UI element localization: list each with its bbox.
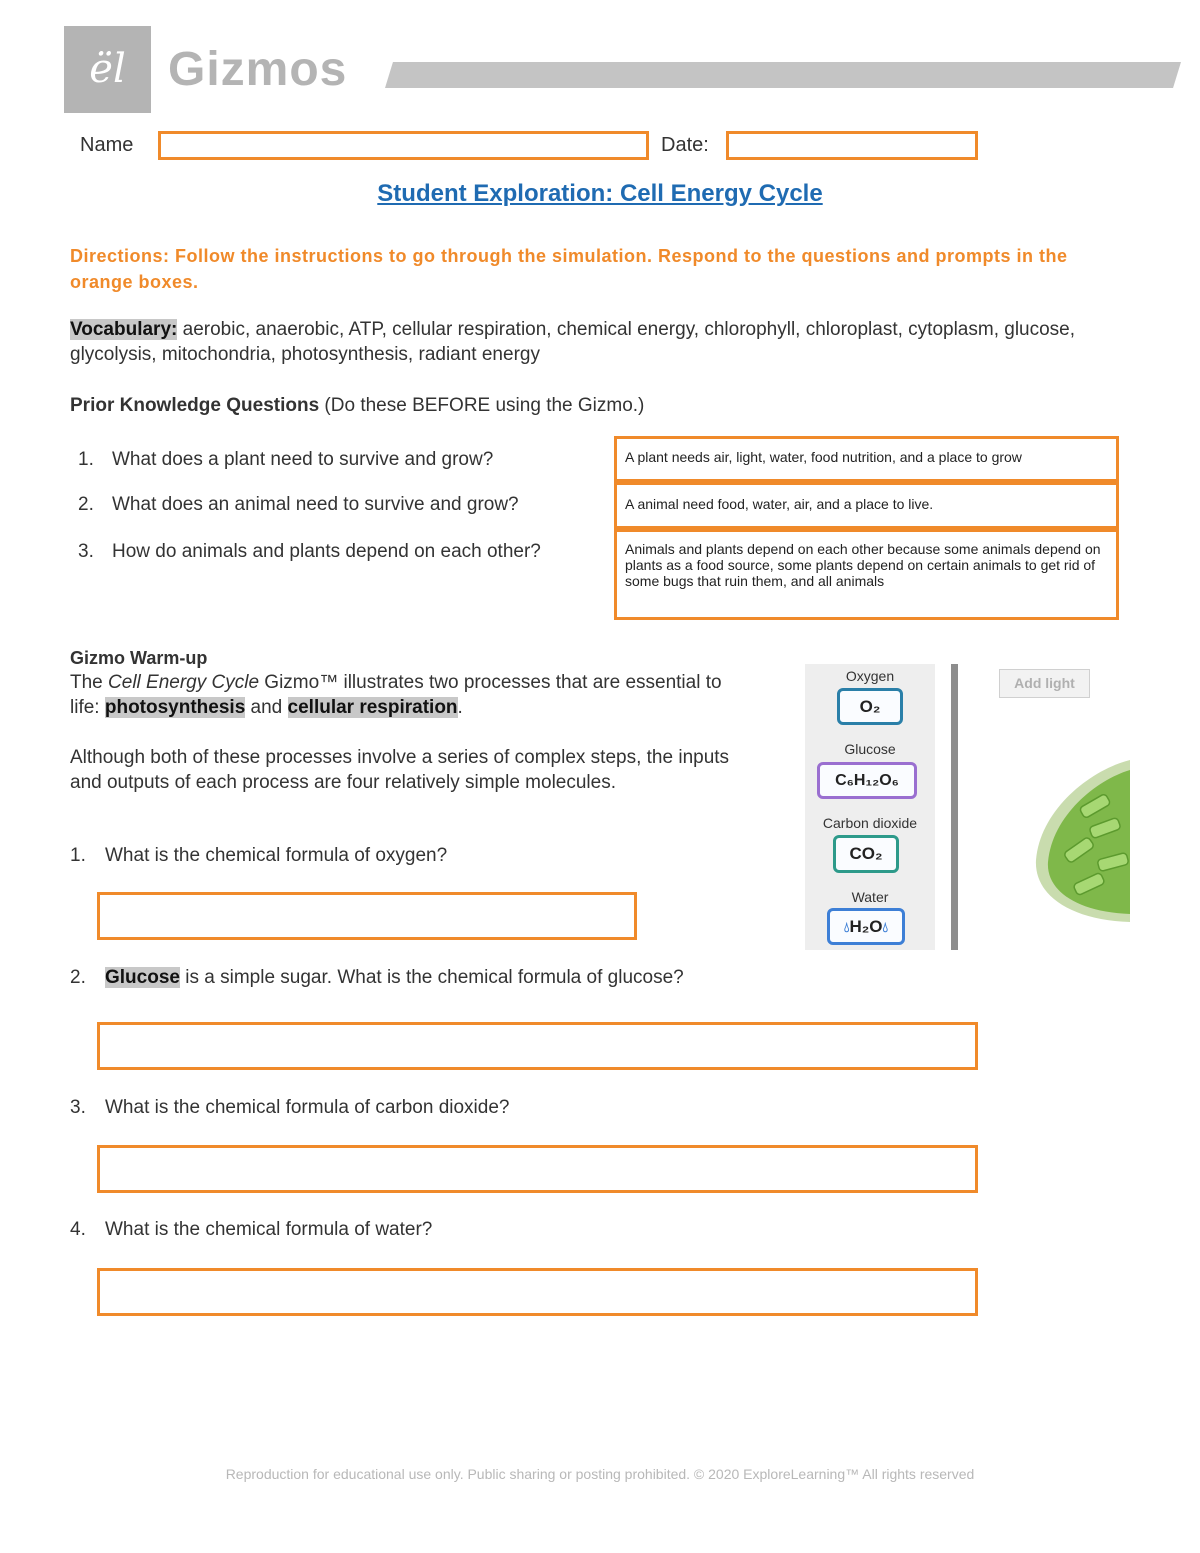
warmup-paragraph-2: Although both of these processes involve a series of complex steps, the inputs and outputs of each process are four relatively simple molecules. — [70, 747, 730, 793]
droplet-icon: 💧︎ — [882, 919, 889, 935]
date-field[interactable] — [726, 131, 978, 160]
warmup-paragraph-1 — [70, 670, 730, 720]
footer-copyright: Reproduction for educational use only. Public sharing or posting prohibited. © 2020 ExploreLearning™ All rights reserved — [225, 1466, 975, 1482]
wu-question-2-text: is a simple sugar. What is the chemical formula of glucose? — [179, 967, 684, 988]
gizmos-logo — [64, 26, 151, 113]
pk-question-3: How do animals and plants depend on each other? — [112, 541, 541, 562]
wu-question-3-num: 3. — [70, 1097, 86, 1118]
pk-question-3-num: 3. — [78, 541, 94, 562]
carbon-dioxide-label: Carbon dioxide — [822, 815, 918, 831]
term-glucose: Glucose — [105, 967, 180, 988]
water-formula: H₂O — [849, 917, 883, 936]
prior-knowledge-title: Prior Knowledge Questions — [70, 395, 320, 416]
add-light-button[interactable]: Add light — [999, 669, 1090, 698]
pk-answer-2-box[interactable] — [614, 482, 1119, 529]
water-tile[interactable] — [827, 908, 905, 945]
wu-question-4: What is the chemical formula of water? — [105, 1219, 433, 1240]
pk-question-2: What does an animal need to survive and grow? — [112, 494, 519, 515]
warmup-p1-d: . — [457, 697, 463, 718]
pk-answer-1: A plant needs air, light, water, food nutrition, and a place to grow — [625, 449, 1022, 465]
vocabulary-list: aerobic, anaerobic, ATP, cellular respiration, chemical energy, chlorophyll, chloroplast, cytoplasm, glucose, glycolysis, mitochondria, photosynthesis, radiant energy — [70, 319, 1076, 365]
molecule-panel — [805, 664, 935, 950]
pk-question-2-num: 2. — [78, 494, 94, 515]
wu-question-4-num: 4. — [70, 1219, 86, 1240]
wu-question-3: What is the chemical formula of carbon dioxide? — [105, 1097, 510, 1118]
directions-text: Directions: Follow the instructions to go through the simulation. Respond to the questions and prompts in the orange boxes. — [70, 246, 1068, 292]
pk-answer-3: Animals and plants depend on each other because some animals depend on plants as a food source, some plants depend on certain animals to get rid of some bugs that ruin them, and all animals — [625, 541, 1101, 589]
wu-question-2-num: 2. — [70, 967, 86, 988]
term-cellular-respiration: cellular respiration — [287, 697, 458, 718]
warmup-heading: Gizmo Warm-up — [70, 648, 208, 668]
wu-answer-4-box[interactable] — [97, 1268, 978, 1316]
pk-answer-2: A animal need food, water, air, and a place to live. — [625, 496, 934, 512]
wu-answer-3-box[interactable] — [97, 1145, 978, 1193]
warmup-p1-a: The — [70, 672, 109, 693]
prior-knowledge-heading — [70, 393, 644, 418]
wu-question-1: What is the chemical formula of oxygen? — [105, 845, 448, 866]
droplet-icon: 💧︎ — [843, 919, 850, 935]
water-label: Water — [851, 889, 889, 905]
chloroplast-illustration — [1030, 760, 1130, 922]
warmup-p1-italic: Cell Energy Cycle — [108, 672, 260, 693]
date-label: Date: — [661, 134, 709, 156]
pk-question-1: What does a plant need to survive and grow? — [112, 449, 494, 470]
logo-glyph: ël — [89, 46, 126, 92]
brand-name: Gizmos — [168, 43, 348, 96]
term-photosynthesis: photosynthesis — [104, 697, 246, 718]
wu-question-1-num: 1. — [70, 845, 86, 866]
name-label: Name — [80, 134, 134, 156]
carbon-dioxide-tile[interactable]: CO₂ — [833, 835, 899, 873]
oxygen-label: Oxygen — [845, 668, 895, 684]
header-bar — [385, 62, 1181, 88]
glucose-label: Glucose — [844, 741, 896, 757]
pk-answer-1-box[interactable] — [614, 436, 1119, 482]
name-field[interactable] — [158, 131, 649, 160]
page-title: Student Exploration: Cell Energy Cycle — [377, 180, 823, 207]
panel-divider — [951, 664, 958, 950]
warmup-p1-c: and — [245, 697, 288, 718]
warmup-p1-b: Gizmo™ illustrates two processes that are essential to life: — [70, 672, 722, 718]
oxygen-tile[interactable]: O₂ — [837, 688, 903, 725]
glucose-tile[interactable]: C₆H₁₂O₆ — [817, 762, 917, 799]
vocabulary-label: Vocabulary: — [70, 319, 178, 340]
pk-question-1-num: 1. — [78, 449, 94, 470]
prior-knowledge-note: (Do these BEFORE using the Gizmo.) — [319, 395, 645, 416]
wu-question-2 — [105, 967, 684, 989]
vocabulary — [70, 317, 1140, 367]
pk-answer-3-box[interactable] — [614, 529, 1119, 620]
wu-answer-2-box[interactable] — [97, 1022, 978, 1070]
wu-answer-1-box[interactable] — [97, 892, 637, 940]
